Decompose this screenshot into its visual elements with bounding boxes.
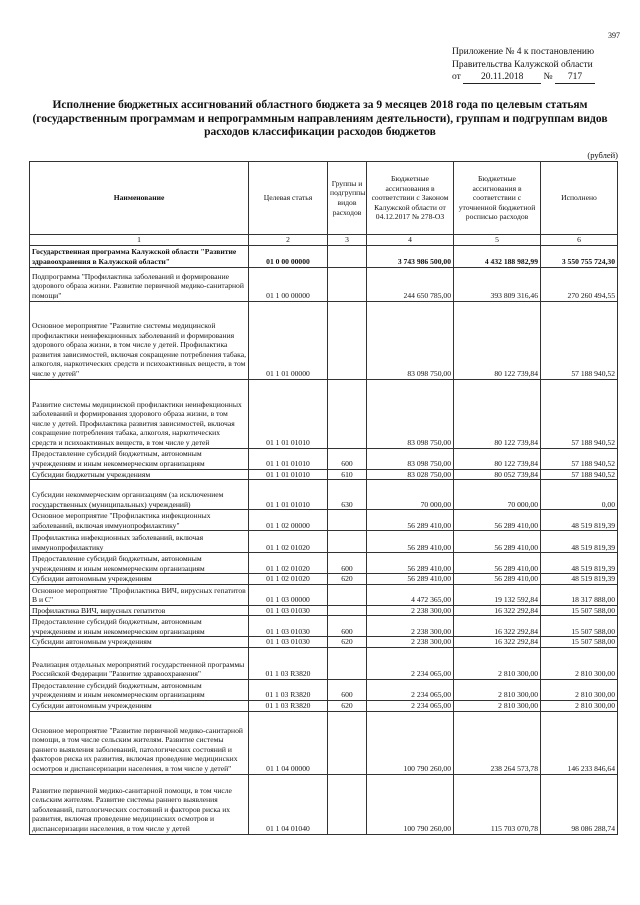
row-target-article: 01 1 02 01020: [249, 574, 328, 585]
row-law-allocation: 2 234 065,00: [367, 647, 454, 679]
row-law-allocation: 100 790 260,00: [367, 774, 454, 834]
row-executed: 98 086 288,74: [541, 774, 618, 834]
row-law-allocation: 2 238 300,00: [367, 616, 454, 637]
row-expense-group: [328, 774, 367, 834]
appendix-note: [452, 46, 632, 84]
row-name: Предоставление субсидий бюджетным, автономным учреждениям и иным некоммерческим организациям: [30, 616, 249, 637]
table-row: [30, 301, 618, 379]
row-target-article: 01 1 04 00000: [249, 711, 328, 774]
row-revised-allocation: 16 322 292,84: [454, 637, 541, 648]
row-law-allocation: 2 234 065,00: [367, 700, 454, 711]
row-target-article: 01 1 03 R3820: [249, 700, 328, 711]
row-expense-group: [328, 510, 367, 531]
table-row: [30, 574, 618, 585]
row-executed: 57 188 940,52: [541, 448, 618, 469]
row-law-allocation: 56 289 410,00: [367, 574, 454, 585]
row-law-allocation: 100 790 260,00: [367, 711, 454, 774]
row-name: Основное мероприятие "Профилактика инфекционных заболеваний, включая иммунопрофилактику": [30, 510, 249, 531]
row-expense-group: [328, 267, 367, 301]
row-law-allocation: 83 098 750,00: [367, 301, 454, 379]
appendix-date: 20.11.2018: [463, 72, 541, 84]
table-row: [30, 584, 618, 605]
table-body: [30, 245, 618, 834]
row-revised-allocation: 19 132 592,84: [454, 584, 541, 605]
row-expense-group: [328, 531, 367, 553]
row-target-article: 01 1 03 R3820: [249, 679, 328, 700]
row-target-article: 01 1 03 01030: [249, 637, 328, 648]
header-revised-allocations: Бюджетные ассигнования в соответствии с уточненной бюджетной росписью расходов: [454, 162, 541, 235]
row-name: Государственная программа Калужской области "Развитие здравоохранения в Калужской области": [30, 245, 249, 267]
row-name: Основное мероприятие "Развитие системы медицинской профилактики неинфекционных заболеваний и формирования здорового образа жизни, в том числе у детей. Профилактика развития зависимостей, включая сокращение потребления табака, алкоголя, наркотических средств и психоактивных веществ, в том числе у детей": [30, 301, 249, 379]
table-row: [30, 448, 618, 469]
row-executed: 15 507 588,00: [541, 616, 618, 637]
row-name: Основное мероприятие "Развитие первичной медико-санитарной помощи, в том числе сельским жителям. Развитие системы раннего выявления заболеваний, патологических состояний и факторов риска их развития, включая проведение медицинских осмотров и диспансеризации населения, в том числе у детей": [30, 711, 249, 774]
row-law-allocation: 83 098 750,00: [367, 379, 454, 448]
row-revised-allocation: 80 052 739,84: [454, 469, 541, 480]
row-revised-allocation: 2 810 300,00: [454, 700, 541, 711]
row-target-article: 01 1 04 01040: [249, 774, 328, 834]
row-revised-allocation: 56 289 410,00: [454, 510, 541, 531]
row-law-allocation: 56 289 410,00: [367, 531, 454, 553]
title-line-3: расходов классификации расходов бюджетов: [204, 126, 436, 138]
row-law-allocation: 3 743 986 500,00: [367, 245, 454, 267]
column-number: 3: [328, 235, 367, 246]
row-expense-group: 600: [328, 679, 367, 700]
row-target-article: 01 1 03 01030: [249, 605, 328, 616]
row-name: Реализация отдельных мероприятий государственной программы Российской Федерации "Развитие здравоохранения": [30, 647, 249, 679]
row-revised-allocation: 4 432 188 982,99: [454, 245, 541, 267]
row-executed: 2 810 300,00: [541, 647, 618, 679]
row-law-allocation: 83 028 750,00: [367, 469, 454, 480]
table-row: [30, 679, 618, 700]
row-executed: 2 810 300,00: [541, 679, 618, 700]
row-target-article: 01 1 02 00000: [249, 510, 328, 531]
row-revised-allocation: 16 322 292,84: [454, 605, 541, 616]
table-row: [30, 267, 618, 301]
table-row: [30, 711, 618, 774]
row-law-allocation: 2 238 300,00: [367, 605, 454, 616]
row-target-article: 01 1 02 01020: [249, 553, 328, 574]
row-executed: 18 317 888,00: [541, 584, 618, 605]
row-name: Подпрограмма "Профилактика заболеваний и формирование здорового образа жизни. Развитие первичной медико-санитарной помощи": [30, 267, 249, 301]
row-name: Субсидии автономным учреждениям: [30, 637, 249, 648]
appendix-number-label: №: [543, 72, 553, 82]
row-target-article: 01 1 01 01010: [249, 448, 328, 469]
column-number: 2: [249, 235, 328, 246]
row-executed: 0,00: [541, 480, 618, 510]
row-law-allocation: 56 289 410,00: [367, 510, 454, 531]
row-name: Предоставление субсидий бюджетным, автономным учреждениям и иным некоммерческим организациям: [30, 679, 249, 700]
row-revised-allocation: 2 810 300,00: [454, 647, 541, 679]
header-executed: Исполнено: [541, 162, 618, 235]
column-number: 1: [30, 235, 249, 246]
row-law-allocation: 70 000,00: [367, 480, 454, 510]
row-executed: 270 260 494,55: [541, 267, 618, 301]
row-executed: 48 519 819,39: [541, 574, 618, 585]
row-law-allocation: 2 238 300,00: [367, 637, 454, 648]
row-expense-group: [328, 379, 367, 448]
row-revised-allocation: 70 000,00: [454, 480, 541, 510]
row-target-article: 01 1 01 00000: [249, 301, 328, 379]
row-expense-group: 600: [328, 553, 367, 574]
budget-table: [29, 161, 618, 835]
row-expense-group: [328, 301, 367, 379]
row-expense-group: 600: [328, 448, 367, 469]
row-executed: 57 188 940,52: [541, 469, 618, 480]
row-revised-allocation: 115 703 070,78: [454, 774, 541, 834]
row-expense-group: 600: [328, 616, 367, 637]
row-revised-allocation: 56 289 410,00: [454, 531, 541, 553]
row-expense-group: [328, 245, 367, 267]
row-expense-group: [328, 647, 367, 679]
row-target-article: 01 1 03 00000: [249, 584, 328, 605]
column-number: 6: [541, 235, 618, 246]
header-expense-group: Группы и подгруппы видов расходов: [328, 162, 367, 235]
row-revised-allocation: 80 122 739,84: [454, 379, 541, 448]
row-law-allocation: 2 234 065,00: [367, 679, 454, 700]
row-expense-group: 630: [328, 480, 367, 510]
table-row: [30, 605, 618, 616]
row-revised-allocation: 2 810 300,00: [454, 679, 541, 700]
row-expense-group: 620: [328, 637, 367, 648]
row-name: Профилактика инфекционных заболеваний, включая иммунопрофилактику: [30, 531, 249, 553]
row-law-allocation: 244 650 785,00: [367, 267, 454, 301]
column-number-row: [30, 235, 618, 246]
header-name: Наименование: [30, 162, 249, 235]
column-number: 4: [367, 235, 454, 246]
table-row: [30, 510, 618, 531]
row-revised-allocation: 16 322 292,84: [454, 616, 541, 637]
document-title: [18, 99, 622, 140]
row-expense-group: [328, 584, 367, 605]
table-row: [30, 245, 618, 267]
row-name: Субсидии бюджетным учреждениям: [30, 469, 249, 480]
table-row: [30, 637, 618, 648]
row-expense-group: [328, 711, 367, 774]
row-executed: 48 519 819,39: [541, 531, 618, 553]
page-number: 397: [608, 31, 620, 40]
row-revised-allocation: 80 122 739,84: [454, 301, 541, 379]
row-expense-group: 610: [328, 469, 367, 480]
row-target-article: 01 1 00 00000: [249, 267, 328, 301]
row-executed: 146 233 846,64: [541, 711, 618, 774]
row-target-article: 01 1 01 01010: [249, 379, 328, 448]
row-executed: 15 507 588,00: [541, 637, 618, 648]
row-law-allocation: 4 472 365,00: [367, 584, 454, 605]
row-name: Развитие системы медицинской профилактики неинфекционных заболеваний и формирования здорового образа жизни, в том числе у детей. Профилактика развития зависимостей, включая сокращение потребления табака, алкоголя, наркотических средств и психоактивных веществ, в том числе у детей: [30, 379, 249, 448]
row-name: Предоставление субсидий бюджетным, автономным учреждениям и иным некоммерческим организациям: [30, 448, 249, 469]
currency-unit: (рублей): [587, 150, 618, 160]
table-row: [30, 469, 618, 480]
table-row: [30, 616, 618, 637]
row-target-article: 01 1 03 R3820: [249, 647, 328, 679]
appendix-from-label: от: [452, 72, 461, 82]
row-name: Основное мероприятие "Профилактика ВИЧ, вирусных гепатитов В и С": [30, 584, 249, 605]
row-executed: 57 188 940,52: [541, 379, 618, 448]
row-name: Субсидии автономным учреждениям: [30, 574, 249, 585]
row-expense-group: 620: [328, 574, 367, 585]
row-executed: 15 507 588,00: [541, 605, 618, 616]
row-executed: 48 519 819,39: [541, 510, 618, 531]
row-executed: 2 810 300,00: [541, 700, 618, 711]
column-number: 5: [454, 235, 541, 246]
row-revised-allocation: 56 289 410,00: [454, 574, 541, 585]
row-name: Профилактика ВИЧ, вирусных гепатитов: [30, 605, 249, 616]
row-expense-group: 620: [328, 700, 367, 711]
row-revised-allocation: 238 264 573,78: [454, 711, 541, 774]
row-target-article: 01 1 03 01030: [249, 616, 328, 637]
row-target-article: 01 1 01 01010: [249, 469, 328, 480]
row-name: Субсидии некоммерческим организациям (за исключением государственных (муниципальных) учреждений): [30, 480, 249, 510]
title-line-2: (государственным программам и непрограммным направлениям деятельности), группам и подгруппам видов: [32, 112, 608, 125]
row-target-article: 01 1 01 01010: [249, 480, 328, 510]
row-target-article: 01 0 00 00000: [249, 245, 328, 267]
row-law-allocation: 56 289 410,00: [367, 553, 454, 574]
title-line-1: Исполнение бюджетных ассигнований областного бюджета за 9 месяцев 2018 года по целевым статьям: [52, 99, 588, 111]
row-expense-group: [328, 605, 367, 616]
table-row: [30, 480, 618, 510]
table-row: [30, 379, 618, 448]
row-executed: 57 188 940,52: [541, 301, 618, 379]
appendix-line-2: Правительства Калужской области: [452, 59, 593, 70]
row-target-article: 01 1 02 01020: [249, 531, 328, 553]
table-row: [30, 531, 618, 553]
row-name: Субсидии автономным учреждениям: [30, 700, 249, 711]
appendix-line-3: [452, 71, 632, 84]
table-row: [30, 553, 618, 574]
row-revised-allocation: 393 809 316,46: [454, 267, 541, 301]
appendix-number: 717: [555, 72, 595, 84]
table-row: [30, 647, 618, 679]
row-revised-allocation: 56 289 410,00: [454, 553, 541, 574]
table-row: [30, 700, 618, 711]
row-name: Предоставление субсидий бюджетным, автономным учреждениям и иным некоммерческим организациям: [30, 553, 249, 574]
row-revised-allocation: 80 122 739,84: [454, 448, 541, 469]
row-name: Развитие первичной медико-санитарной помощи, в том числе сельским жителям. Развитие системы раннего выявления заболеваний, патологических состояний и факторов риска их развития, включая проведение медицинских осмотров и диспансеризации населения, в том числе у детей: [30, 774, 249, 834]
header-target-article: Целевая статья: [249, 162, 328, 235]
header-law-allocations: Бюджетные ассигнования в соответствии с Законом Калужской области от 04.12.2017 № 278-ОЗ: [367, 162, 454, 235]
row-executed: 3 550 755 724,30: [541, 245, 618, 267]
appendix-line-1: Приложение № 4 к постановлению: [452, 47, 595, 57]
row-executed: 48 519 819,39: [541, 553, 618, 574]
row-law-allocation: 83 098 750,00: [367, 448, 454, 469]
header-row: [30, 162, 618, 235]
table-row: [30, 774, 618, 834]
